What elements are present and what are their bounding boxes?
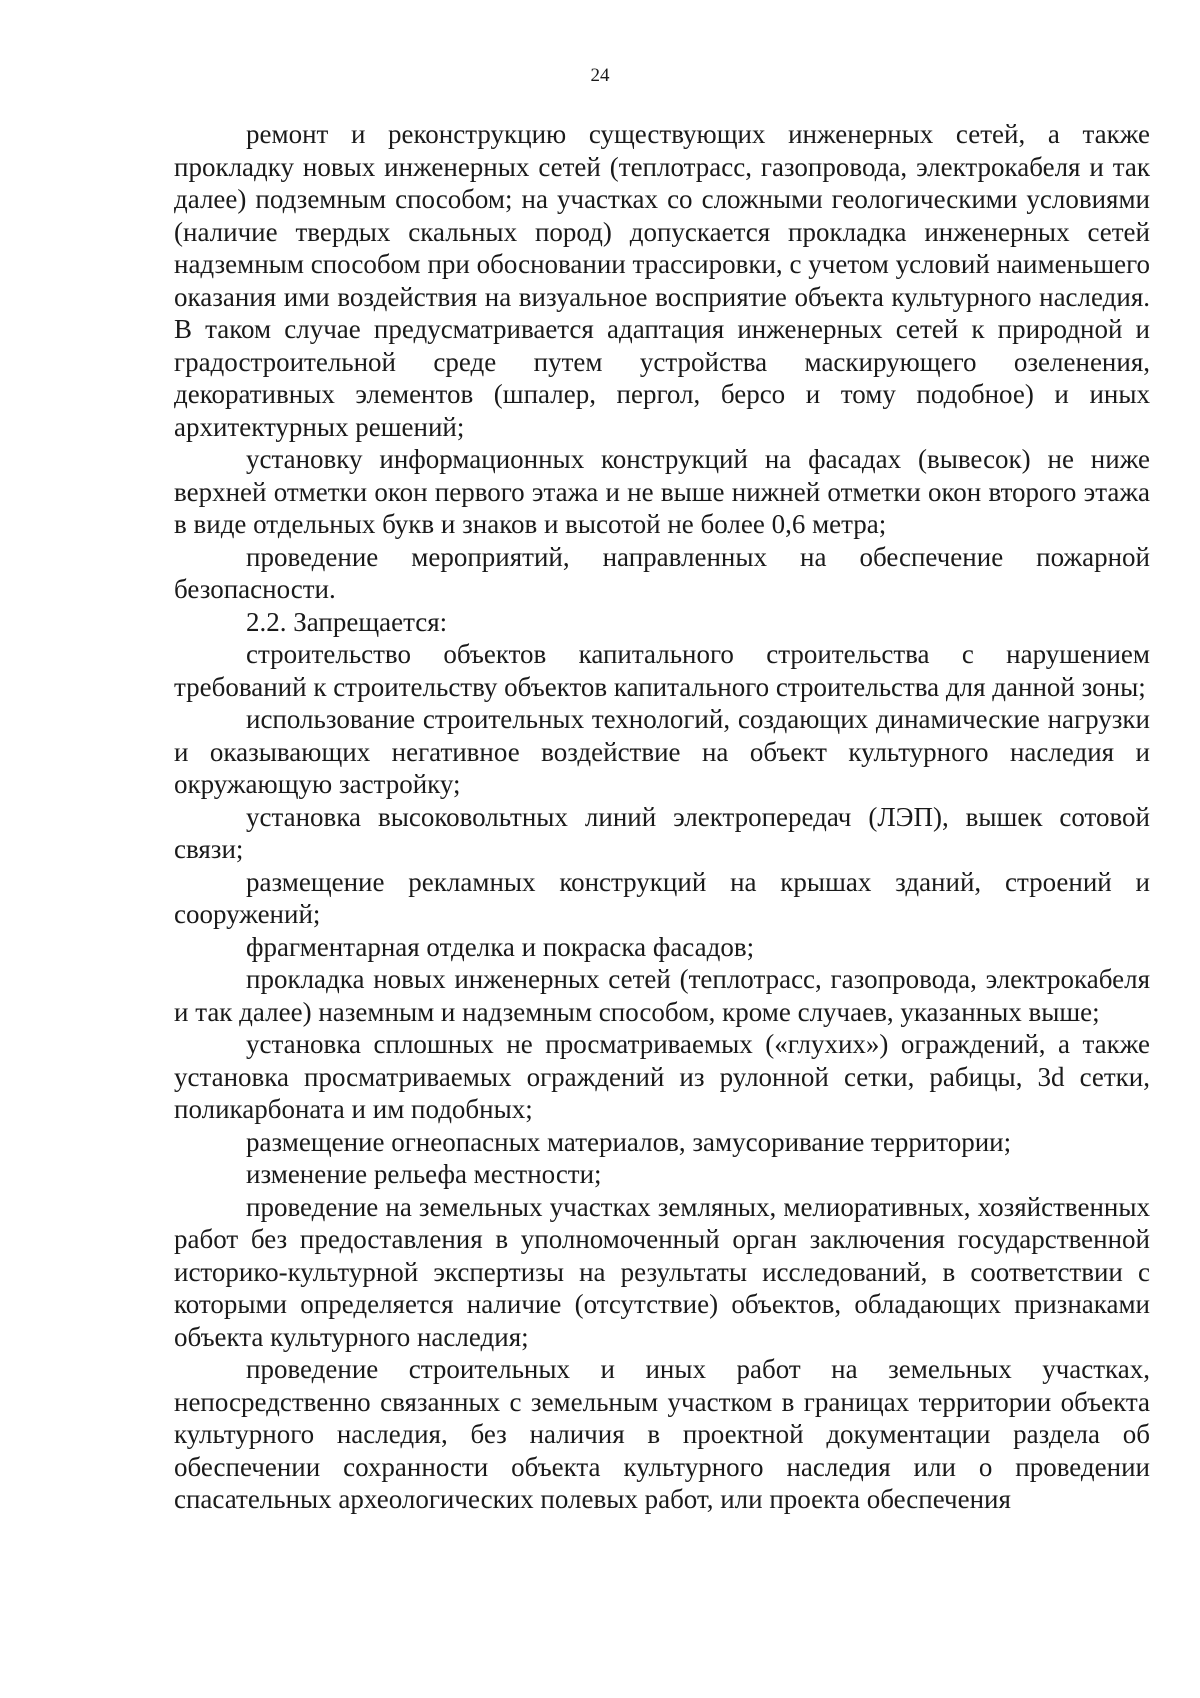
paragraph: установка высоковольтных линий электропередач (ЛЭП), вышек сотовой связи; [174, 801, 1150, 864]
paragraph: прокладка новых инженерных сетей (теплотрасс, газопровода, электрокабеля и так далее) наземным и надземным способом, кроме случаев, указанных выше; [174, 964, 1150, 1027]
paragraph: ремонт и реконструкцию существующих инженерных сетей, а также прокладку новых инженерных сетей (теплотрасс, газопровода, электрокабеля и так далее) подземным способом; на участках со сложными геологическими условиями (наличие твердых скальных пород) допускается прокладка инженерных сетей надземным способом при обосновании трассировки, с учетом условий наименьшего оказания ими воздействия на визуальное восприятие объекта культурного наследия. В таком случае предусматривается адаптация инженерных сетей к природной и градостроительной среде путем устройства маскирующего озеленения, декоративных элементов (шпалер, пергол, берсо и тому подобное) и иных архитектурных решений; [174, 119, 1150, 442]
paragraph: проведение мероприятий, направленных на обеспечение пожарной безопасности. [174, 541, 1150, 604]
paragraph: установка сплошных не просматриваемых («глухих») ограждений, а также установка просматриваемых ограждений из рулонной сетки, рабицы, 3d сетки, поликарбоната и им подобных; [174, 1029, 1150, 1124]
paragraph: использование строительных технологий, создающих динамические нагрузки и оказывающих негативное воздействие на объект культурного наследия и окружающую застройку; [174, 704, 1150, 799]
paragraph: установку информационных конструкций на фасадах (вывесок) не ниже верхней отметки окон первого этажа и не выше нижней отметки окон второго этажа в виде отдельных букв и знаков и высотой не более 0,6 метра; [174, 444, 1150, 539]
page-number: 24 [590, 65, 610, 86]
paragraph: проведение на земельных участках земляных, мелиоративных, хозяйственных работ без предоставления в уполномоченный орган заключения государственной историко-культурной экспертизы на результаты исследований, в соответствии с которыми определяется наличие (отсутствие) объектов, обладающих признаками объекта культурного наследия; [174, 1191, 1150, 1352]
paragraph: размещение огнеопасных материалов, замусоривание территории; [246, 1126, 1012, 1157]
paragraph: фрагментарная отделка и покраска фасадов; [246, 931, 755, 962]
document-body [174, 118, 1150, 1516]
paragraph: изменение рельефа местности; [246, 1159, 602, 1189]
paragraph: размещение рекламных конструкций на крышах зданий, строений и сооружений; [174, 866, 1150, 929]
paragraph: проведение строительных и иных работ на земельных участках, непосредственно связанных с земельным участком в границах территории объекта культурного наследия, без наличия в проектной документации раздела об обеспечении сохранности объекта культурного наследия или о проведении спасательных археологических полевых работ, или проекта обеспечения [174, 1354, 1150, 1514]
section-heading: 2.2. Запрещается: [246, 606, 448, 637]
paragraph: строительство объектов капитального строительства с нарушением требований к строительству объектов капитального строительства для данной зоны; [174, 639, 1150, 702]
